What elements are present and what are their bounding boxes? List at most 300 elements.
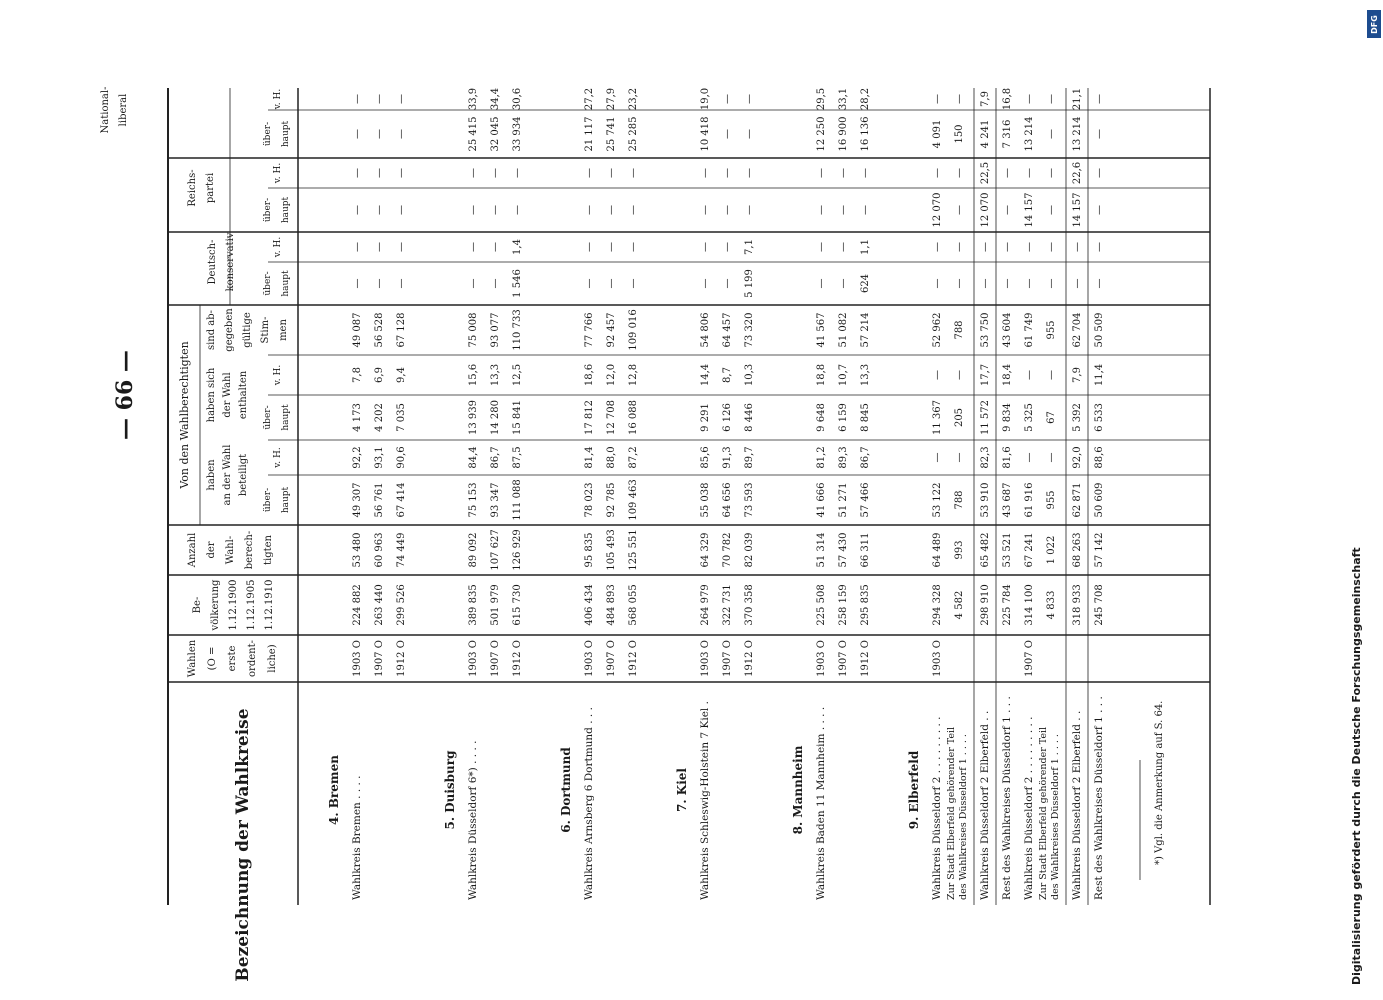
cell-ber: 66 311 [860,532,871,568]
cell-g: 62 704 [1072,312,1083,348]
subheader-percent: v. H. [273,236,283,258]
cell-nl2: 28,2 [860,87,871,111]
cell-nl2: 33,1 [838,87,849,111]
row-label: Wahlkreis Baden 11 Mannheim . . . . [815,706,827,900]
cell-rp2: — [628,168,639,178]
cell-e1: 8 446 [744,403,755,432]
row-label: Wahlkreis Düsseldorf 2 Elberfeld . . [979,710,991,900]
cell-ber: 60 963 [374,532,385,568]
cell-rp1: 14 157 [1024,192,1035,228]
cell-dk1: — [374,278,385,289]
cell-b2: 82,3 [980,446,991,469]
cell-rp2: — [700,168,711,178]
cell-e2: 12,5 [512,363,523,387]
cell-e1: 17 812 [584,400,595,435]
cell-b2: 88,6 [1094,446,1105,469]
cell-g: 53 750 [980,312,991,348]
cell-b2: 87,5 [512,446,523,469]
cell-b1: 955 [1046,490,1057,510]
cell-nl2: — [744,94,755,104]
dfg-logo-text: DFG [1369,14,1379,34]
cell-b2: 85,6 [700,446,711,469]
cell-dk2: — [1094,242,1105,252]
cell-e2: 12,0 [606,363,617,387]
cell-rp1: — [954,205,965,215]
cell-rp1: — [816,205,827,215]
page-number: — 66 — [112,350,138,440]
cell-rp1: — [352,205,363,215]
cell-dk2: — [1002,242,1013,252]
cell-rp1: — [838,205,849,215]
eligible-header: berech- [244,530,255,570]
cell-e2: 7,9 [1072,367,1083,383]
reichspartei-header: partei [205,172,216,204]
cell-g: 61 749 [1024,312,1035,348]
cell-w: 1907 O [606,640,617,677]
cell-nl1: 25 415 [468,116,479,152]
row-label: des Wahlkreises Düsseldorf 1 . . . . [1050,734,1061,900]
row-label: Wahlkreis Bremen . . . . [351,775,363,900]
cell-rp1: 14 157 [1072,192,1083,228]
cell-dk2: — [700,242,711,252]
valid-votes-header: sind ab- [206,309,217,351]
cell-dk2: — [352,242,363,252]
cell-e1: 9 291 [700,403,711,432]
cell-e2: 7,8 [352,367,363,383]
wahlen-header: liche) [267,644,278,673]
cell-nl2: 16,8 [1002,87,1013,111]
cell-e2: — [932,370,943,380]
cell-dk1: — [980,278,991,289]
cell-b2: — [1024,452,1035,463]
cell-w: 1903 O [932,640,943,677]
cell-ber: 74 449 [396,532,407,568]
cell-nl1: — [744,129,755,139]
cell-e1: 11 572 [980,400,991,435]
valid-votes-header: gegeben [224,308,235,352]
cell-e2: 13,3 [490,363,501,387]
cell-rp2: — [722,168,733,178]
cell-w: 1903 O [700,640,711,677]
cell-b1: 62 871 [1072,482,1083,518]
cell-dk1: — [396,278,407,289]
cell-rp2: — [490,168,501,178]
cell-nl1: 25 741 [606,116,617,152]
cell-dk2: — [584,242,595,252]
cell-bev: 225 508 [816,584,827,626]
cell-b2: — [932,452,943,463]
cell-dk2: — [1046,242,1057,252]
cell-nl2: 21,1 [1072,87,1083,111]
cell-nl1: 4 091 [932,119,943,149]
cell-nl2: 23,2 [628,87,639,111]
cell-rp1: 12 070 [980,192,991,228]
cell-w: 1907 O [838,640,849,677]
cell-dk1: — [1072,278,1083,289]
cell-dk2: — [606,242,617,252]
cell-e1: 4 202 [374,403,385,432]
cell-nl1: — [1094,129,1105,139]
cell-w: 1903 O [352,640,363,677]
cell-ber: 993 [954,540,965,560]
section-title: 9. Elberfeld [907,750,921,830]
cell-ber: 53 480 [352,532,363,568]
cell-bev: 568 055 [628,584,639,626]
cell-nl1: 33 934 [512,116,523,152]
cell-w: 1912 O [512,640,523,677]
cell-ber: 105 493 [606,529,617,571]
cell-w: 1907 O [722,640,733,677]
cell-b2: 87,2 [628,446,639,469]
cell-ber: 65 482 [980,532,991,568]
cell-dk2: 7,1 [744,239,755,255]
cell-rp1: — [584,205,595,215]
cell-bev: 224 882 [352,584,363,626]
cell-nl1: — [722,129,733,139]
cell-rp2: — [512,168,523,178]
group-header: Von den Wahlberechtigten [178,341,191,489]
cell-rp1: — [374,205,385,215]
cell-rp2: — [744,168,755,178]
cell-rp2: — [606,168,617,178]
cell-e1: 6 533 [1094,403,1105,432]
cell-bev: 299 526 [396,584,407,626]
cell-e2: — [1046,370,1057,380]
cell-g: 955 [1046,320,1057,340]
cell-bev: 389 835 [468,584,479,626]
cell-e2: 8,7 [722,367,733,383]
cell-w: 1912 O [744,640,755,677]
cell-rp1: — [1046,205,1057,215]
cell-dk2: — [838,242,849,252]
cell-rp1: — [1002,205,1013,215]
cell-e1: 8 845 [860,403,871,432]
cell-dk1: — [932,278,943,289]
cell-ber: 107 627 [490,529,501,571]
cell-g: 92 457 [606,312,617,348]
participated-header: beteiligt [238,453,249,497]
cell-nl2: 7,9 [980,91,991,107]
cell-nl2: — [352,94,363,104]
cell-ber: 1 022 [1046,535,1057,565]
section-title: 4. Bremen [327,755,341,825]
cell-e2: 14,4 [700,363,711,387]
cell-b1: 56 761 [374,482,385,518]
subheader-absolute: haupt [281,404,291,431]
abstained-header: enthalten [238,370,249,420]
cell-w: 1907 O [1024,640,1035,677]
cell-g: 67 128 [396,312,407,348]
cell-dk1: — [1002,278,1013,289]
cell-rp2: — [468,168,479,178]
cell-nl2: 34,4 [490,87,501,111]
cell-b1: 51 271 [838,482,849,518]
cell-w: 1903 O [584,640,595,677]
cell-rp2: — [1024,168,1035,178]
cell-w: 1912 O [396,640,407,677]
cell-b2: 81,6 [1002,446,1013,469]
cell-rp1: — [606,205,617,215]
cell-nl1: — [1046,129,1057,139]
cell-w: 1907 O [490,640,501,677]
cell-e2: 10,7 [838,363,849,387]
cell-e1: 9 834 [1002,403,1013,432]
cell-rp2: — [374,168,385,178]
cell-e2: 18,4 [1002,363,1013,387]
cell-nl2: — [396,94,407,104]
cell-bev: 322 731 [722,584,733,626]
cell-g: 43 604 [1002,312,1013,348]
population-header: 1.12.1905 [246,579,257,631]
cell-g: 49 087 [352,312,363,348]
table-body [100,87,1210,982]
cell-bev: 245 708 [1094,584,1105,626]
cell-nl1: — [396,129,407,139]
cell-nl2: 19,0 [700,87,711,111]
cell-e2: 9,4 [396,367,407,383]
cell-bev: 295 835 [860,584,871,626]
cell-b1: 49 307 [352,482,363,518]
cell-e2: 18,6 [584,363,595,387]
subheader-percent: v. H. [273,88,283,110]
cell-g: 41 567 [816,312,827,348]
subheader-percent: v. H. [273,162,283,184]
cell-b2: 92,0 [1072,446,1083,469]
cell-rp2: — [1094,168,1105,178]
participated-header: haben [206,459,217,491]
cell-bev: 484 893 [606,584,617,626]
cell-e2: 18,8 [816,363,827,387]
cell-rp2: — [584,168,595,178]
cell-dk1: 624 [860,273,871,294]
cell-dk2: 1,1 [860,239,871,255]
cell-dk1: — [352,278,363,289]
cell-e1: 6 126 [722,403,733,432]
cell-nl1: 13 214 [1024,116,1035,152]
cell-e1: 4 173 [352,403,363,432]
subheader-percent: v. H. [273,364,283,386]
cell-nl1: — [374,129,385,139]
subheader-absolute: haupt [281,196,291,224]
cell-ber: 64 489 [932,532,943,568]
cell-nl1: 13 214 [1072,116,1083,152]
subheader-absolute: über- [263,121,273,147]
cell-e1: 11 367 [932,400,943,435]
cell-g: 109 016 [628,309,639,351]
valid-votes-header: gültige [242,312,253,348]
cell-ber: 68 263 [1072,532,1083,568]
cell-dk2: — [396,242,407,252]
cell-g: 788 [954,320,965,340]
cell-nl1: 16 136 [860,116,871,152]
row-label: Wahlkreis Düsseldorf 6*) . . . . [467,740,479,900]
eligible-header: Wahl- [225,535,236,565]
cell-e1: 6 159 [838,403,849,432]
cell-b2: 93,1 [374,446,385,469]
cell-e1: 205 [954,407,965,428]
cell-ber: 125 551 [628,529,639,571]
cell-dk1: — [1094,278,1105,289]
cell-w: 1903 O [468,640,479,677]
cell-dk1: — [490,278,501,289]
population-header: Be- [192,596,203,614]
cell-g: 54 806 [700,312,711,348]
section-title: 6. Dortmund [559,747,573,833]
row-label: Zur Stadt Elberfeld gehörender Teil [946,726,957,900]
cell-dk1: — [816,278,827,289]
cell-w: 1912 O [860,640,871,677]
section-title: 8. Mannheim [791,745,805,835]
section-title: 7. Kiel [675,768,689,812]
cell-nl2: 27,9 [606,87,617,111]
wahlen-header: erste [227,645,238,672]
abstained-header: der Wahl [222,372,233,418]
cell-e1: 5 392 [1072,403,1083,432]
cell-nl1: 150 [954,124,965,144]
cell-bev: 4 582 [954,590,965,620]
national-liberal-header: National- [100,86,111,134]
cell-rp1: — [744,205,755,215]
row-label: Wahlkreis Düsseldorf 2 Elberfeld . . [1071,710,1083,900]
cell-dk1: — [468,278,479,289]
cell-dk1: — [954,278,965,289]
cell-e2: — [954,370,965,380]
cell-dk1: — [838,278,849,289]
cell-bev: 615 730 [512,584,523,626]
cell-g: 75 008 [468,312,479,348]
cell-nl2: — [932,94,943,104]
cell-nl1: 21 117 [584,116,595,152]
cell-rp1: 12 070 [932,192,943,228]
cell-dk1: — [584,278,595,289]
cell-g: 57 214 [860,312,871,348]
cell-nl1: 25 285 [628,116,639,152]
cell-e1: 5 325 [1024,403,1035,432]
cell-nl1: 32 045 [490,116,501,152]
cell-rp2: — [1002,168,1013,178]
abstained-header: haben sich [206,367,217,423]
subheader-absolute: haupt [281,270,291,297]
cell-b2: 81,2 [816,446,827,469]
cell-dk2: — [490,242,501,252]
subheader-absolute: haupt [281,120,291,148]
cell-dk1: — [1024,278,1035,289]
cell-nl1: 7 316 [1002,119,1013,149]
population-header: völkerung [210,579,221,631]
cell-rp2: — [816,168,827,178]
row-label: Wahlkreis Düsseldorf 2 . . . . . . . . . [931,716,943,900]
cell-rp1: — [1094,205,1105,215]
cell-b2: — [954,452,965,463]
cell-b1: 67 414 [396,482,407,518]
cell-b1: 75 153 [468,482,479,518]
cell-dk1: — [1046,278,1057,289]
cell-b1: 109 463 [628,479,639,521]
cell-nl2: — [1094,94,1105,104]
cell-dk2: — [1072,242,1083,252]
cell-rp2: — [932,168,943,178]
cell-b2: 81,4 [584,446,595,469]
row-label: Wahlkreis Arnsberg 6 Dortmund . . . [583,707,595,900]
cell-dk2: — [628,242,639,252]
cell-bev: 406 434 [584,584,595,626]
cell-rp1: — [512,205,523,215]
cell-nl2: 33,9 [468,87,479,111]
cell-e2: 11,4 [1094,363,1105,387]
cell-b1: 61 916 [1024,482,1035,518]
cell-b1: 73 593 [744,482,755,518]
valid-votes-header: men [278,319,289,341]
cell-ber: 57 430 [838,532,849,568]
cell-dk1: — [606,278,617,289]
cell-w: 1907 O [374,640,385,677]
cell-e1: 67 [1046,411,1057,424]
cell-rp2: — [860,168,871,178]
cell-e2: 13,3 [860,363,871,387]
cell-nl1: — [352,129,363,139]
cell-rp1: — [628,205,639,215]
cell-bev: 263 440 [374,584,385,626]
cell-bev: 314 100 [1024,584,1035,626]
cell-e1: 7 035 [396,403,407,432]
cell-nl1: 4 241 [980,119,991,149]
cell-ber: 67 241 [1024,532,1035,568]
cell-dk2: — [722,242,733,252]
cell-e1: 13 939 [468,400,479,435]
cell-b1: 57 466 [860,482,871,518]
cell-e2: 12,8 [628,363,639,387]
cell-b2: 88,0 [606,446,617,469]
subheader-absolute: über- [263,197,273,223]
cell-ber: 51 314 [816,532,827,568]
cell-ber: 53 521 [1002,532,1013,568]
cell-b1: 41 666 [816,482,827,518]
cell-dk2: — [816,242,827,252]
cell-e2: 17,7 [980,363,991,387]
cell-nl2: — [722,94,733,104]
cell-b1: 78 023 [584,482,595,518]
cell-ber: 82 039 [744,532,755,568]
cell-b1: 64 656 [722,482,733,518]
cell-dk2: — [374,242,385,252]
cell-e2: 15,6 [468,363,479,387]
wahlen-header: Wahlen [187,639,198,678]
cell-nl2: 30,6 [512,87,523,111]
footnote-text: *) Vgl. die Anmerkung auf S. 64. [1154,700,1165,865]
cell-b2: 86,7 [490,446,501,469]
cell-e1: 14 280 [490,400,501,435]
cell-rp2: — [396,168,407,178]
subheader-absolute: über- [263,271,273,296]
row-label: Rest des Wahlkreises Düsseldorf 1 . . . [1001,696,1013,900]
subheader-absolute: über- [263,487,273,513]
cell-b1: 53 122 [932,482,943,518]
cell-b2: — [1046,452,1057,463]
cell-g: 93 077 [490,312,501,348]
eligible-header: tigten [263,535,274,565]
cell-nl1: 16 900 [838,116,849,152]
cell-b1: 93 347 [490,482,501,518]
cell-nl2: — [954,94,965,104]
cell-ber: 70 782 [722,532,733,568]
cell-nl2: — [1046,94,1057,104]
cell-bev: 225 784 [1002,584,1013,626]
cell-ber: 64 329 [700,532,711,568]
cell-g: 56 528 [374,312,385,348]
cell-rp2: — [838,168,849,178]
district-header: Bezeichnung der Wahlkreise [233,708,253,982]
cell-g: 77 766 [584,312,595,348]
